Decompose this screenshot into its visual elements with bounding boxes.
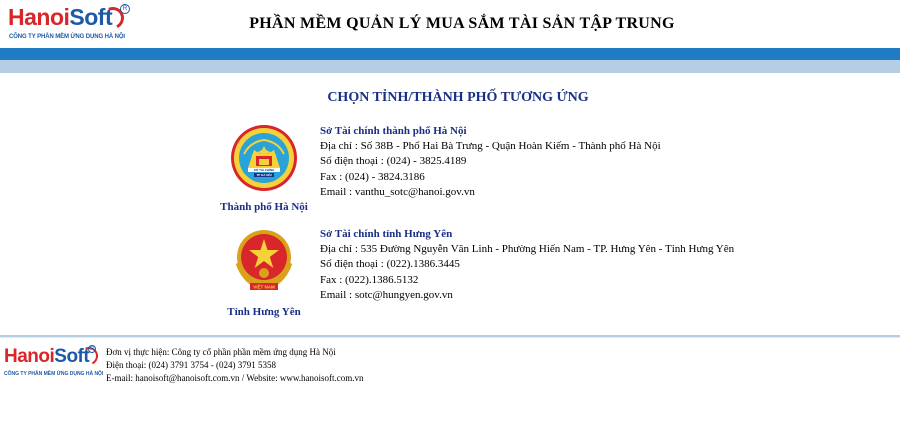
fax-text: Fax : (022).1386.5132 <box>320 273 419 286</box>
footer-phone-text: Điện thoại: (024) 3791 3754 - (024) 3791 5358 <box>106 360 276 370</box>
organization-name: Sở Tài chính thành phố Hà Nội <box>320 125 467 137</box>
svg-text:VIỆT NAM: VIỆT NAM <box>253 284 275 290</box>
page-title: PHẦN MỀM QUẢN LÝ MUA SẮM TÀI SẢN TẬP TRUNG <box>249 15 675 32</box>
header-light-bar <box>0 60 900 73</box>
fax-text: Fax : (024) - 3824.3186 <box>320 170 425 183</box>
contact-info-hanoi <box>320 124 661 200</box>
registered-mark-icon: R <box>88 345 96 353</box>
footer-info <box>106 346 364 385</box>
address-text: Địa chỉ : 535 Đường Nguyễn Văn Linh - Phường Hiến Nam - TP. Hưng Yên - Tỉnh Hưng Yên <box>320 243 735 256</box>
section-title: CHỌN TỈNH/THÀNH PHỐ TƯƠNG ỨNG <box>327 90 589 105</box>
header-accent-bar <box>0 48 900 60</box>
logo-brand: HanoiSoft <box>8 4 113 30</box>
province-link-hungyen[interactable]: Tỉnh Hưng Yên <box>227 306 301 318</box>
contact-info-hungyen <box>320 227 734 303</box>
logo-tagline: CÔNG TY PHẦN MỀM ỨNG DỤNG HÀ NỘI <box>4 371 104 377</box>
email-text: Email : vanthu_sotc@hanoi.gov.vn <box>320 185 475 198</box>
svg-text:TP HÀ NỘI: TP HÀ NỘI <box>256 173 272 177</box>
province-link-hanoi[interactable]: Thành phố Hà Nội <box>220 201 308 213</box>
organization-name: Sở Tài chính tỉnh Hưng Yên <box>320 228 453 240</box>
page-header <box>0 0 900 48</box>
address-text: Địa chỉ : Số 38B - Phố Hai Bà Trưng - Quận Hoàn Kiếm - Thành phố Hà Nội <box>320 140 661 153</box>
footer-divider-light <box>0 337 900 338</box>
logo-tagline: CÔNG TY PHẦN MỀM ỨNG DỤNG HÀ NỘI <box>9 34 126 40</box>
phone-text: Số điện thoại : (024) - 3825.4189 <box>320 155 467 168</box>
footer-contact-text: E-mail: hanoisoft@hanoisoft.com.vn / Website: www.hanoisoft.com.vn <box>106 373 364 383</box>
email-text: Email : sotc@hungyen.gov.vn <box>320 288 453 301</box>
footer-hanoisoft-logo[interactable] <box>4 345 104 381</box>
footer-unit-text: Đơn vị thực hiện: Công ty cổ phần phần mềm ứng dụng Hà Nội <box>106 347 336 357</box>
svg-text:SỞ TÀI CHÍNH: SỞ TÀI CHÍNH <box>253 168 275 172</box>
registered-mark-icon: R <box>120 4 130 14</box>
phone-text: Số điện thoại : (022).1386.3445 <box>320 258 460 271</box>
logo-brand: HanoiSoft <box>4 346 90 367</box>
hanoi-finance-seal-icon[interactable] <box>230 124 298 192</box>
vietnam-national-emblem-icon[interactable] <box>230 227 298 295</box>
